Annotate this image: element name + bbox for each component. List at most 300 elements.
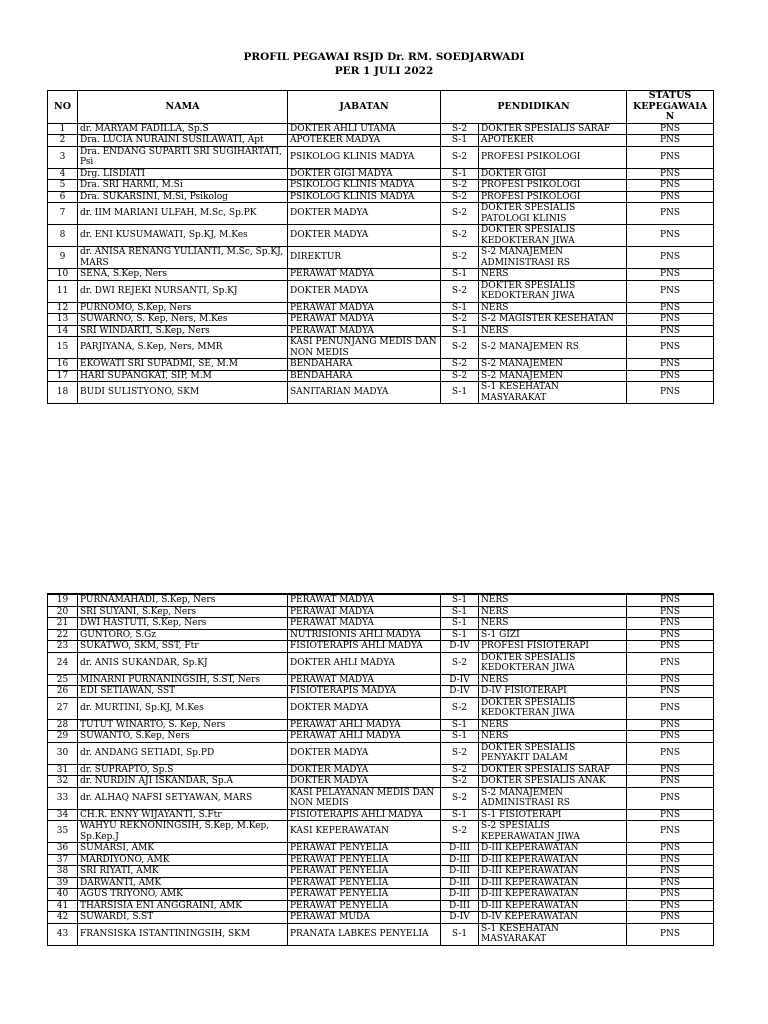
cell-no: 25 xyxy=(48,674,78,686)
cell-pendidikan: DOKTER SPESIALIS KEDOKTERAN JIWA xyxy=(479,225,627,247)
cell-jabatan: PERAWAT PENYELIA xyxy=(288,854,441,866)
cell-pendidikan: DOKTER SPESIALIS SARAF xyxy=(479,123,627,135)
cell-jenjang: S-2 xyxy=(441,764,479,776)
cell-nama: HARI SUPANGKAT, SIP, M.M xyxy=(78,370,288,382)
cell-pendidikan: DOKTER SPESIALIS KEDOKTERAN JIWA xyxy=(479,697,627,719)
cell-no: 40 xyxy=(48,889,78,901)
cell-no: 38 xyxy=(48,866,78,878)
title-line-2: PER 1 JULI 2022 xyxy=(334,65,434,77)
cell-nama: dr. NURDIN AJI ISKANDAR, Sp.A xyxy=(78,776,288,788)
cell-no: 17 xyxy=(48,370,78,382)
table-row xyxy=(48,889,714,901)
cell-jabatan: PERAWAT MADYA xyxy=(288,606,441,618)
cell-jabatan: PERAWAT PENYELIA xyxy=(288,900,441,912)
cell-nama: dr. MURTINI, Sp.KJ, M.Kes xyxy=(78,697,288,719)
cell-nama: BUDI SULISTYONO, SKM xyxy=(78,382,288,404)
title-line-1: PROFIL PEGAWAI RSJD Dr. RM. SOEDJARWADI xyxy=(243,51,525,63)
cell-pendidikan: DOKTER SPESIALIS SARAF xyxy=(479,764,627,776)
cell-status: PNS xyxy=(627,606,714,618)
cell-nama: SUWARDI, S.ST xyxy=(78,912,288,924)
cell-nama: FRANSISKA ISTANTININGSIH, SKM xyxy=(78,923,288,945)
cell-jenjang: S-1 xyxy=(441,618,479,630)
cell-jabatan: FISIOTERAPIS AHLI MADYA xyxy=(288,809,441,821)
cell-nama: TUTUT WINARTO, S. Kep, Ners xyxy=(78,719,288,731)
cell-jabatan: DOKTER GIGI MADYA xyxy=(288,168,441,180)
cell-jenjang: S-2 xyxy=(441,314,479,326)
cell-jabatan: DOKTER MADYA xyxy=(288,280,441,302)
cell-status: PNS xyxy=(627,641,714,653)
cell-pendidikan: NERS xyxy=(479,594,627,606)
cell-status: PNS xyxy=(627,203,714,225)
cell-nama: Dra. SRI HARMI, M.Si xyxy=(78,180,288,192)
cell-jenjang: D-IV xyxy=(441,674,479,686)
cell-jabatan: PERAWAT PENYELIA xyxy=(288,877,441,889)
cell-no: 27 xyxy=(48,697,78,719)
table-row xyxy=(48,686,714,698)
cell-no: 39 xyxy=(48,877,78,889)
cell-status: PNS xyxy=(627,629,714,641)
table-row xyxy=(48,787,714,809)
cell-no: 37 xyxy=(48,854,78,866)
cell-jabatan: DOKTER AHLI MADYA xyxy=(288,652,441,674)
cell-no: 7 xyxy=(48,203,78,225)
cell-status: PNS xyxy=(627,674,714,686)
cell-nama: SUKATWO, SKM, SST, Ftr xyxy=(78,641,288,653)
table-row xyxy=(48,697,714,719)
cell-jabatan: PERAWAT AHLI MADYA xyxy=(288,719,441,731)
cell-jabatan: PERAWAT MADYA xyxy=(288,269,441,281)
cell-jenjang: S-1 xyxy=(441,629,479,641)
cell-jenjang: S-2 xyxy=(441,191,479,203)
cell-pendidikan: NERS xyxy=(479,674,627,686)
cell-no: 20 xyxy=(48,606,78,618)
cell-status: PNS xyxy=(627,382,714,404)
cell-pendidikan: NERS xyxy=(479,606,627,618)
cell-status: PNS xyxy=(627,912,714,924)
cell-nama: dr. IIM MARIANI ULFAH, M.Sc, Sp.PK xyxy=(78,203,288,225)
cell-pendidikan: S-2 MANAJEMEN RS xyxy=(479,337,627,359)
table-row xyxy=(48,247,714,269)
cell-status: PNS xyxy=(627,652,714,674)
cell-jabatan: PERAWAT PENYELIA xyxy=(288,866,441,878)
cell-jabatan: PERAWAT MADYA xyxy=(288,314,441,326)
table-row xyxy=(48,123,714,135)
cell-status: PNS xyxy=(627,247,714,269)
cell-no: 42 xyxy=(48,912,78,924)
document-title xyxy=(0,50,768,78)
cell-pendidikan: D-III KEPERAWATAN xyxy=(479,866,627,878)
table-header-row xyxy=(48,91,714,124)
cell-pendidikan: PROFESI PSIKOLOGI xyxy=(479,180,627,192)
table-row xyxy=(48,325,714,337)
cell-nama: dr. ANIS SUKANDAR, Sp.KJ xyxy=(78,652,288,674)
cell-status: PNS xyxy=(627,686,714,698)
table-row xyxy=(48,314,714,326)
table-body-page-1 xyxy=(48,123,714,404)
cell-nama: EKOWATI SRI SUPADMI, SE, M.M xyxy=(78,359,288,371)
cell-jabatan: PSIKOLOG KLINIS MADYA xyxy=(288,191,441,203)
cell-jabatan: DOKTER MADYA xyxy=(288,697,441,719)
cell-no: 22 xyxy=(48,629,78,641)
cell-status: PNS xyxy=(627,618,714,630)
cell-jenjang: S-2 xyxy=(441,787,479,809)
cell-jenjang: S-2 xyxy=(441,280,479,302)
cell-nama: CH.R. ENNY WIJAYANTI, S.Ftr xyxy=(78,809,288,821)
cell-nama: SRI RIYATI, AMK xyxy=(78,866,288,878)
cell-jenjang: S-2 xyxy=(441,359,479,371)
cell-pendidikan: NERS xyxy=(479,269,627,281)
table-row xyxy=(48,203,714,225)
cell-jabatan: PERAWAT MADYA xyxy=(288,618,441,630)
cell-pendidikan: D-IV KEPERAWATAN xyxy=(479,912,627,924)
cell-jenjang: D-III xyxy=(441,843,479,855)
cell-status: PNS xyxy=(627,889,714,901)
cell-jenjang: S-1 xyxy=(441,325,479,337)
cell-pendidikan: DOKTER SPESIALIS PATOLOGI KLINIS xyxy=(479,203,627,225)
cell-pendidikan: PROFESI PSIKOLOGI xyxy=(479,146,627,168)
cell-nama: SENA, S.Kep, Ners xyxy=(78,269,288,281)
cell-status: PNS xyxy=(627,821,714,843)
table-row xyxy=(48,146,714,168)
table-row xyxy=(48,854,714,866)
cell-pendidikan: NERS xyxy=(479,731,627,743)
cell-status: PNS xyxy=(627,180,714,192)
cell-no: 2 xyxy=(48,135,78,147)
table-row xyxy=(48,191,714,203)
cell-nama: dr. ALHAQ NAFSI SETYAWAN, MARS xyxy=(78,787,288,809)
cell-pendidikan: NERS xyxy=(479,325,627,337)
cell-jenjang: S-1 xyxy=(441,302,479,314)
cell-jenjang: S-1 xyxy=(441,731,479,743)
cell-jenjang: S-2 xyxy=(441,742,479,764)
cell-pendidikan: S-1 GIZI xyxy=(479,629,627,641)
cell-jabatan: FISIOTERAPIS AHLI MADYA xyxy=(288,641,441,653)
cell-jenjang: S-2 xyxy=(441,180,479,192)
cell-no: 6 xyxy=(48,191,78,203)
cell-jenjang: D-IV xyxy=(441,686,479,698)
table-row xyxy=(48,180,714,192)
cell-nama: EDI SETIAWAN, SST xyxy=(78,686,288,698)
cell-jabatan: PRANATA LABKES PENYELIA xyxy=(288,923,441,945)
cell-no: 32 xyxy=(48,776,78,788)
table-row xyxy=(48,641,714,653)
table-row xyxy=(48,900,714,912)
table-row xyxy=(48,382,714,404)
cell-jenjang: S-1 xyxy=(441,719,479,731)
cell-pendidikan: S-1 KESEHATAN MASYARAKAT xyxy=(479,923,627,945)
cell-jenjang: S-2 xyxy=(441,247,479,269)
cell-status: PNS xyxy=(627,731,714,743)
cell-pendidikan: DOKTER GIGI xyxy=(479,168,627,180)
cell-jabatan: PERAWAT AHLI MADYA xyxy=(288,731,441,743)
cell-jabatan: KASI PENUNJANG MEDIS DAN NON MEDIS xyxy=(288,337,441,359)
cell-nama: DWI HASTUTI, S.Kep, Ners xyxy=(78,618,288,630)
cell-jabatan: DOKTER MADYA xyxy=(288,203,441,225)
cell-pendidikan: NERS xyxy=(479,719,627,731)
cell-status: PNS xyxy=(627,854,714,866)
cell-status: PNS xyxy=(627,764,714,776)
cell-jabatan: DOKTER MADYA xyxy=(288,764,441,776)
cell-nama: PURNAMAHADI, S.Kep, Ners xyxy=(78,594,288,606)
table-row xyxy=(48,776,714,788)
cell-no: 23 xyxy=(48,641,78,653)
cell-jabatan: NUTRISIONIS AHLI MADYA xyxy=(288,629,441,641)
staff-table-page-1 xyxy=(47,90,714,404)
cell-jabatan: PERAWAT PENYELIA xyxy=(288,843,441,855)
cell-pendidikan: S-2 MANAJEMEN ADMINISTRASI RS xyxy=(479,247,627,269)
cell-no: 19 xyxy=(48,594,78,606)
cell-nama: dr. ANISA RENANG YULIANTI, M.Sc, Sp.KJ, MARS xyxy=(78,247,288,269)
cell-status: PNS xyxy=(627,877,714,889)
cell-jabatan: SANITARIAN MADYA xyxy=(288,382,441,404)
cell-nama: dr. SUPRAPTO, Sp.S xyxy=(78,764,288,776)
cell-jabatan: PSIKOLOG KLINIS MADYA xyxy=(288,146,441,168)
cell-status: PNS xyxy=(627,776,714,788)
table-row xyxy=(48,843,714,855)
cell-pendidikan: DOKTER SPESIALIS KEDOKTERAN JIWA xyxy=(479,280,627,302)
cell-jenjang: S-2 xyxy=(441,146,479,168)
cell-status: PNS xyxy=(627,302,714,314)
header-no: NO xyxy=(48,91,78,124)
table-row xyxy=(48,168,714,180)
table-row xyxy=(48,877,714,889)
cell-pendidikan: D-III KEPERAWATAN xyxy=(479,889,627,901)
cell-no: 30 xyxy=(48,742,78,764)
cell-no: 8 xyxy=(48,225,78,247)
cell-jabatan: DOKTER MADYA xyxy=(288,742,441,764)
cell-status: PNS xyxy=(627,809,714,821)
cell-jabatan: DOKTER MADYA xyxy=(288,225,441,247)
cell-no: 31 xyxy=(48,764,78,776)
cell-status: PNS xyxy=(627,866,714,878)
cell-status: PNS xyxy=(627,325,714,337)
cell-no: 35 xyxy=(48,821,78,843)
cell-nama: dr. ANDANG SETIADI, Sp.PD xyxy=(78,742,288,764)
cell-jabatan: PERAWAT MADYA xyxy=(288,302,441,314)
cell-nama: SUMARSI, AMK xyxy=(78,843,288,855)
cell-jenjang: S-1 xyxy=(441,594,479,606)
cell-jabatan: BENDAHARA xyxy=(288,359,441,371)
cell-jabatan: KASI PELAYANAN MEDIS DAN NON MEDIS xyxy=(288,787,441,809)
cell-status: PNS xyxy=(627,191,714,203)
cell-pendidikan: PROFESI FISIOTERAPI xyxy=(479,641,627,653)
cell-jenjang: S-2 xyxy=(441,652,479,674)
cell-status: PNS xyxy=(627,370,714,382)
cell-no: 26 xyxy=(48,686,78,698)
table-row xyxy=(48,652,714,674)
cell-no: 13 xyxy=(48,314,78,326)
cell-pendidikan: APOTEKER xyxy=(479,135,627,147)
cell-nama: dr. ENI KUSUMAWATI, Sp.KJ, M.Kes xyxy=(78,225,288,247)
cell-pendidikan: D-III KEPERAWATAN xyxy=(479,854,627,866)
cell-jenjang: S-2 xyxy=(441,203,479,225)
cell-no: 16 xyxy=(48,359,78,371)
cell-status: PNS xyxy=(627,923,714,945)
cell-pendidikan: D-III KEPERAWATAN xyxy=(479,843,627,855)
table-row xyxy=(48,606,714,618)
cell-no: 14 xyxy=(48,325,78,337)
cell-nama: PARJIYANA, S.Kep, Ners, MMR xyxy=(78,337,288,359)
cell-status: PNS xyxy=(627,900,714,912)
cell-jabatan: PERAWAT MADYA xyxy=(288,674,441,686)
table-row xyxy=(48,821,714,843)
cell-jabatan: APOTEKER MADYA xyxy=(288,135,441,147)
table-row xyxy=(48,280,714,302)
cell-no: 43 xyxy=(48,923,78,945)
cell-jenjang: D-III xyxy=(441,889,479,901)
cell-jenjang: S-1 xyxy=(441,606,479,618)
cell-no: 5 xyxy=(48,180,78,192)
cell-jenjang: S-1 xyxy=(441,923,479,945)
table-row xyxy=(48,731,714,743)
cell-jenjang: D-III xyxy=(441,866,479,878)
table-row xyxy=(48,629,714,641)
cell-jabatan: FISIOTERAPIS MADYA xyxy=(288,686,441,698)
table-row xyxy=(48,594,714,606)
cell-nama: SRI WINDARTI, S.Kep, Ners xyxy=(78,325,288,337)
cell-pendidikan: D-III KEPERAWATAN xyxy=(479,900,627,912)
table-row xyxy=(48,674,714,686)
cell-pendidikan: S-2 MANAJEMEN ADMINISTRASI RS xyxy=(479,787,627,809)
cell-no: 36 xyxy=(48,843,78,855)
cell-nama: AGUS TRIYONO, AMK xyxy=(78,889,288,901)
table-row xyxy=(48,135,714,147)
cell-no: 41 xyxy=(48,900,78,912)
cell-pendidikan: S-2 MANAJEMEN xyxy=(479,370,627,382)
cell-jenjang: D-III xyxy=(441,877,479,889)
table-row xyxy=(48,269,714,281)
cell-status: PNS xyxy=(627,337,714,359)
cell-pendidikan: D-IV FISIOTERAPI xyxy=(479,686,627,698)
header-status: STATUS KEPEGAWAIAN xyxy=(627,91,714,124)
cell-no: 18 xyxy=(48,382,78,404)
cell-jabatan: KASI KEPERAWATAN xyxy=(288,821,441,843)
cell-nama: DARWANTI, AMK xyxy=(78,877,288,889)
table-row xyxy=(48,742,714,764)
cell-jabatan: DIREKTUR xyxy=(288,247,441,269)
cell-no: 11 xyxy=(48,280,78,302)
cell-jabatan: PERAWAT MADYA xyxy=(288,325,441,337)
cell-pendidikan: DOKTER SPESIALIS PENYAKIT DALAM xyxy=(479,742,627,764)
cell-nama: PURNOMO, S.Kep, Ners xyxy=(78,302,288,314)
cell-nama: Drg. LISDIATI xyxy=(78,168,288,180)
cell-jabatan: PERAWAT PENYELIA xyxy=(288,889,441,901)
cell-pendidikan: S-2 MANAJEMEN xyxy=(479,359,627,371)
cell-pendidikan: DOKTER SPESIALIS ANAK xyxy=(479,776,627,788)
cell-status: PNS xyxy=(627,742,714,764)
cell-status: PNS xyxy=(627,269,714,281)
cell-jabatan: DOKTER MADYA xyxy=(288,776,441,788)
cell-jenjang: S-2 xyxy=(441,337,479,359)
cell-no: 1 xyxy=(48,123,78,135)
cell-status: PNS xyxy=(627,787,714,809)
cell-pendidikan: S-2 MAGISTER KESEHATAN xyxy=(479,314,627,326)
table-row xyxy=(48,866,714,878)
cell-status: PNS xyxy=(627,594,714,606)
cell-pendidikan: D-III KEPERAWATAN xyxy=(479,877,627,889)
cell-no: 28 xyxy=(48,719,78,731)
cell-no: 29 xyxy=(48,731,78,743)
cell-status: PNS xyxy=(627,146,714,168)
cell-jenjang: S-2 xyxy=(441,821,479,843)
cell-jabatan: PSIKOLOG KLINIS MADYA xyxy=(288,180,441,192)
header-jabatan: JABATAN xyxy=(288,91,441,124)
cell-no: 34 xyxy=(48,809,78,821)
table-row xyxy=(48,719,714,731)
table-row xyxy=(48,225,714,247)
cell-jenjang: S-1 xyxy=(441,809,479,821)
cell-nama: GUNTORO, S.Gz xyxy=(78,629,288,641)
cell-status: PNS xyxy=(627,719,714,731)
cell-jabatan: BENDAHARA xyxy=(288,370,441,382)
cell-no: 12 xyxy=(48,302,78,314)
cell-status: PNS xyxy=(627,135,714,147)
cell-pendidikan: S-1 KESEHATAN MASYARAKAT xyxy=(479,382,627,404)
table-row xyxy=(48,923,714,945)
cell-jenjang: D-III xyxy=(441,854,479,866)
cell-jenjang: S-1 xyxy=(441,168,479,180)
cell-pendidikan: PROFESI PSIKOLOGI xyxy=(479,191,627,203)
cell-jenjang: S-2 xyxy=(441,225,479,247)
cell-nama: SRI SUYANI, S.Kep, Ners xyxy=(78,606,288,618)
cell-jenjang: S-2 xyxy=(441,370,479,382)
table-row xyxy=(48,912,714,924)
cell-nama: WAHYU REKNONINGSIH, S.Kep, M.Kep, Sp.Kep.J xyxy=(78,821,288,843)
cell-nama: Dra. LUCIA NURAINI SUSILAWATI, Apt xyxy=(78,135,288,147)
cell-nama: Dra. ENDANG SUPARTI SRI SUGIHARTATI, Psi xyxy=(78,146,288,168)
cell-status: PNS xyxy=(627,280,714,302)
cell-nama: MARDIYONO, AMK xyxy=(78,854,288,866)
header-pendidikan: PENDIDIKAN xyxy=(441,91,627,124)
cell-jenjang: D-IV xyxy=(441,641,479,653)
table-row xyxy=(48,618,714,630)
cell-pendidikan: NERS xyxy=(479,302,627,314)
table-row xyxy=(48,370,714,382)
cell-no: 9 xyxy=(48,247,78,269)
cell-jenjang: D-III xyxy=(441,900,479,912)
cell-status: PNS xyxy=(627,168,714,180)
cell-nama: MINARNI PURNANINGSIH, S.ST, Ners xyxy=(78,674,288,686)
cell-nama: dr. DWI REJEKI NURSANTI, Sp.KJ xyxy=(78,280,288,302)
cell-pendidikan: DOKTER SPESIALIS KEDOKTERAN JIWA xyxy=(479,652,627,674)
cell-jenjang: S-1 xyxy=(441,269,479,281)
table-row xyxy=(48,809,714,821)
cell-jenjang: S-2 xyxy=(441,776,479,788)
table-body-page-2 xyxy=(48,594,714,945)
cell-status: PNS xyxy=(627,843,714,855)
cell-nama: Dra. SUKARSINI, M.Si, Psikolog xyxy=(78,191,288,203)
staff-table-page-2 xyxy=(47,593,714,946)
table-row xyxy=(48,302,714,314)
cell-jenjang: D-IV xyxy=(441,912,479,924)
cell-no: 33 xyxy=(48,787,78,809)
cell-no: 15 xyxy=(48,337,78,359)
cell-jabatan: PERAWAT MUDA xyxy=(288,912,441,924)
cell-pendidikan: NERS xyxy=(479,618,627,630)
cell-nama: THARSISIA ENI ANGGRAINI, AMK xyxy=(78,900,288,912)
cell-jabatan: PERAWAT MADYA xyxy=(288,594,441,606)
table-row xyxy=(48,359,714,371)
cell-status: PNS xyxy=(627,697,714,719)
cell-status: PNS xyxy=(627,123,714,135)
cell-status: PNS xyxy=(627,359,714,371)
cell-jenjang: S-1 xyxy=(441,135,479,147)
cell-status: PNS xyxy=(627,225,714,247)
table-row xyxy=(48,764,714,776)
cell-no: 10 xyxy=(48,269,78,281)
cell-pendidikan: S-1 FISIOTERAPI xyxy=(479,809,627,821)
header-nama: NAMA xyxy=(78,91,288,124)
